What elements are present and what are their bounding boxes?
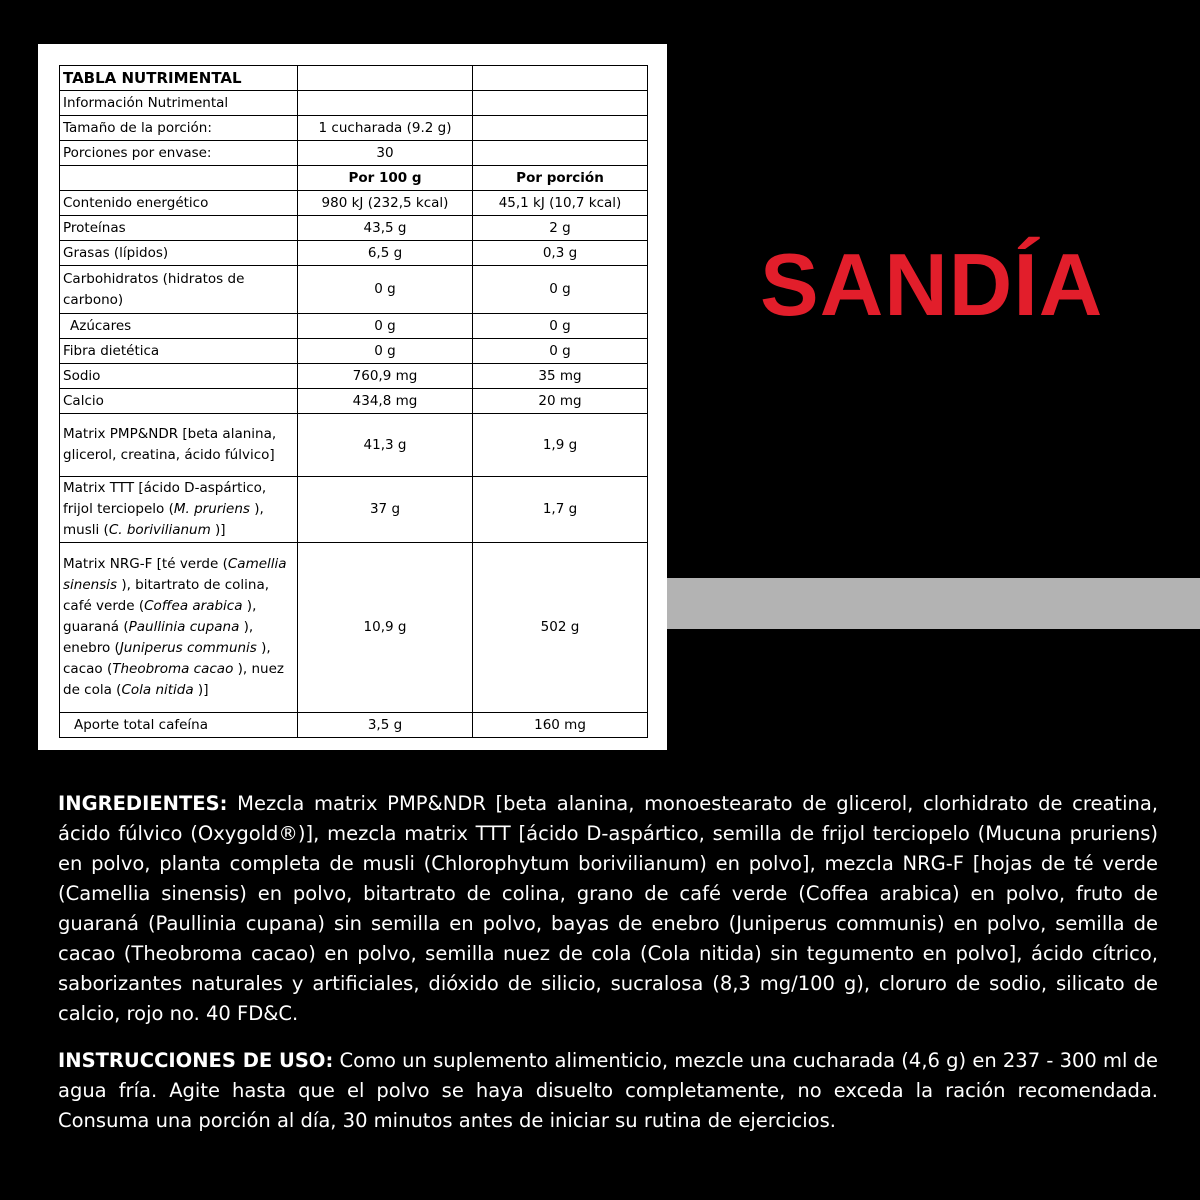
nutrient-name: Azúcares — [60, 314, 298, 339]
nutrient-name: Calcio — [60, 389, 298, 414]
servings-value: 30 — [298, 141, 473, 166]
instructions-label: INSTRUCCIONES DE USO: — [58, 1049, 334, 1072]
table-row — [60, 414, 648, 477]
serving-size-label: Tamaño de la porción: — [60, 116, 298, 141]
nutrition-table — [59, 65, 648, 738]
table-row — [60, 339, 648, 364]
value-per-100g: 43,5 g — [298, 216, 473, 241]
value-per-100g: 6,5 g — [298, 241, 473, 266]
value-per-portion: 0 g — [473, 266, 648, 314]
value-per-portion: 2 g — [473, 216, 648, 241]
nutrient-name: Matrix PMP&NDR [beta alanina, glicerol, creatina, ácido fúlvico] — [60, 414, 298, 477]
nutrient-name: Aporte total cafeína — [60, 713, 298, 738]
serving-size-value: 1 cucharada (9.2 g) — [298, 116, 473, 141]
ingredients-label: INGREDIENTES: — [58, 792, 228, 815]
table-row — [60, 191, 648, 216]
flavor-title: SANDÍA — [760, 235, 1104, 334]
nutrient-name: Grasas (lípidos) — [60, 241, 298, 266]
servings-label: Porciones por envase: — [60, 141, 298, 166]
nutrient-name: Proteínas — [60, 216, 298, 241]
value-per-100g: 3,5 g — [298, 713, 473, 738]
value-per-100g: 10,9 g — [298, 543, 473, 713]
table-row — [60, 389, 648, 414]
table-row — [60, 477, 648, 543]
value-per-100g: 980 kJ (232,5 kcal) — [298, 191, 473, 216]
nutrient-name: Sodio — [60, 364, 298, 389]
nutrient-name: Carbohidratos (hidratos de carbono) — [60, 266, 298, 314]
value-per-100g: 41,3 g — [298, 414, 473, 477]
table-row — [60, 116, 648, 141]
table-subheader: Información Nutrimental — [60, 91, 298, 116]
value-per-100g: 37 g — [298, 477, 473, 543]
table-row — [60, 141, 648, 166]
column-header-per-100g: Por 100 g — [298, 166, 473, 191]
table-row — [60, 314, 648, 339]
value-per-100g: 0 g — [298, 266, 473, 314]
table-row — [60, 713, 648, 738]
value-per-100g: 760,9 mg — [298, 364, 473, 389]
decorative-band — [667, 578, 1200, 629]
value-per-portion: 20 mg — [473, 389, 648, 414]
table-row — [60, 66, 648, 91]
column-header-per-portion: Por porción — [473, 166, 648, 191]
table-row — [60, 266, 648, 314]
ingredients-paragraph — [58, 789, 1158, 1029]
value-per-100g: 0 g — [298, 314, 473, 339]
value-per-portion: 502 g — [473, 543, 648, 713]
instructions-paragraph — [58, 1046, 1158, 1136]
nutrition-panel — [38, 44, 667, 750]
value-per-portion: 0 g — [473, 314, 648, 339]
value-per-100g: 434,8 mg — [298, 389, 473, 414]
value-per-portion: 1,7 g — [473, 477, 648, 543]
nutrient-name: Fibra dietética — [60, 339, 298, 364]
nutrient-name: Contenido energético — [60, 191, 298, 216]
value-per-portion: 35 mg — [473, 364, 648, 389]
table-row — [60, 241, 648, 266]
table-row — [60, 216, 648, 241]
table-row — [60, 364, 648, 389]
value-per-100g: 0 g — [298, 339, 473, 364]
value-per-portion: 0,3 g — [473, 241, 648, 266]
table-row — [60, 166, 648, 191]
value-per-portion: 45,1 kJ (10,7 kcal) — [473, 191, 648, 216]
ingredients-text: Mezcla matrix PMP&NDR [beta alanina, monoestearato de glicerol, clorhidrato de creatina, ácido fúlvico (Oxygold®)], mezcla matrix TTT [ácido D-aspártico, semilla de frijol terciopelo (Mucuna pruriens) en polvo, planta completa de musli (Chlorophytum borivilianum) en polvo], mezcla NRG-F [hojas de té verde (Camellia sinensis) en polvo, bitartrato de colina, grano de café verde (Coffea arabica) en polvo, fruto de guaraná (Paullinia cupana) sin semilla en polvo, bayas de enebro (Juniperus communis) en polvo, semilla de cacao (Theobroma cacao) en polvo, semilla nuez de cola (Cola nitida) sin tegumento en polvo], ácido cítrico, saborizantes naturales y artificiales, dióxido de silicio, sucralosa (8,3 mg/100 g), cloruro de sodio, silicato de calcio, rojo no. 40 FD&C. — [58, 792, 1158, 1025]
nutrient-name: Matrix NRG-F [té verde (Camellia sinensis ), bitartrato de colina, café verde (Coffea arabica ), guaraná (Paullinia cupana ), enebro (Juniperus communis ), cacao (Theobroma cacao ), nuez de cola (Cola nitida )] — [60, 543, 298, 713]
table-row — [60, 91, 648, 116]
value-per-portion: 1,9 g — [473, 414, 648, 477]
table-header: TABLA NUTRIMENTAL — [60, 66, 298, 91]
value-per-portion: 160 mg — [473, 713, 648, 738]
table-row — [60, 543, 648, 713]
nutrient-name: Matrix TTT [ácido D-aspártico, frijol terciopelo (M. pruriens ), musli (C. borivilianum )] — [60, 477, 298, 543]
instructions-text: Como un suplemento alimenticio, mezcle una cucharada (4,6 g) en 237 - 300 ml de agua fría. Agite hasta que el polvo se haya disuelto completamente, no exceda la ración recomendada. Consuma una porción al día, 30 minutos antes de iniciar su rutina de ejercicios. — [58, 1049, 1159, 1132]
value-per-portion: 0 g — [473, 339, 648, 364]
